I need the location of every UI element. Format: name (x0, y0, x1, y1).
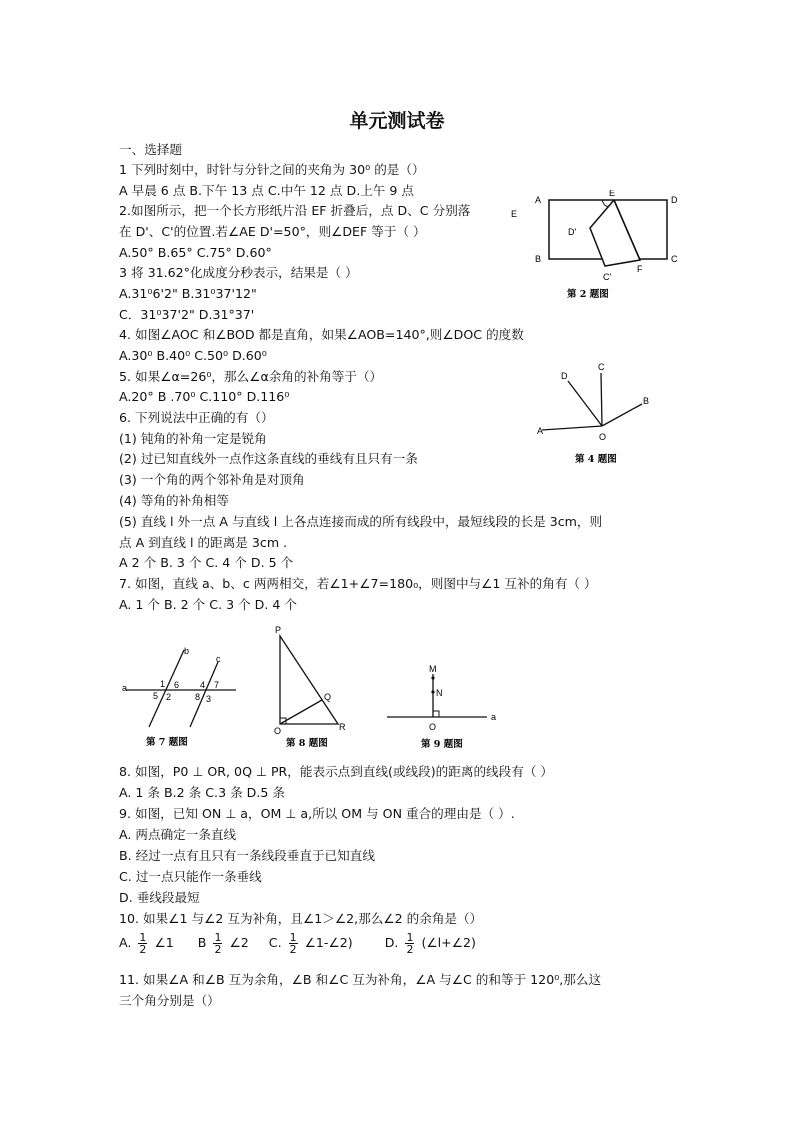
q10-d-text: (∠l+∠2) (421, 935, 476, 950)
question-6-options: A 2 个 B. 3 个 C. 4 个 D. 5 个 (119, 555, 294, 570)
angle-6: 6 (174, 680, 180, 690)
question-10-options (119, 931, 476, 955)
fraction-numerator: 1 (289, 931, 297, 944)
figure-7 (118, 642, 243, 752)
label-c-prime: C' (603, 272, 612, 282)
fraction-denominator: 2 (214, 943, 222, 956)
question-1-options: A 早晨 6 点 B.下午 13 点 C.中午 12 点 D.上午 9 点 (119, 183, 414, 198)
question-5: 5. 如果∠α=26⁰，那么∠α余角的补角等于（） (119, 369, 383, 384)
section-heading: 一、选择题 (119, 142, 182, 157)
label-m: M (429, 664, 437, 674)
fraction-denominator: 2 (289, 943, 297, 956)
q10-b-fraction (213, 932, 222, 955)
figure-7-caption: 第 7 题图 (146, 737, 188, 748)
question-2-options: A.50° B.65° C.75° D.60° (119, 245, 272, 260)
question-4: 4. 如图∠AOC 和∠BOD 都是直角，如果∠AOB=140°,则∠DOC 的度数 (119, 327, 524, 342)
angle-2: 2 (166, 692, 172, 702)
label-o: O (274, 726, 282, 736)
question-9: 9. 如图，已知 ON ⊥ a，OM ⊥ a,所以 OM 与 ON 重合的理由是（ ）. (119, 806, 515, 821)
label-o: O (599, 432, 607, 442)
fraction-denominator: 2 (406, 943, 414, 956)
triangle-por (280, 636, 338, 724)
angle-mark (602, 200, 609, 206)
fraction-denominator: 2 (139, 943, 147, 956)
q10-c-text: ∠1-∠2) (304, 935, 353, 950)
figure-9 (383, 660, 503, 752)
fraction-numerator: 1 (214, 931, 222, 944)
label-a: a (491, 712, 497, 722)
question-11-cont: 三个角分别是（） (119, 993, 220, 1008)
label-f: F (637, 264, 643, 274)
question-2: 2.如图所示，把一个长方形纸片沿 EF 折叠后，点 D、C 分别落 (119, 203, 471, 218)
angle-7: 7 (214, 680, 220, 690)
label-b: B (535, 254, 542, 264)
q10-d-label: D. (384, 935, 399, 950)
label-p: P (275, 625, 282, 635)
label-d: D (671, 195, 678, 205)
ray-ob (602, 404, 642, 426)
ray-od (568, 381, 602, 426)
question-6-item-1: (1) 钝角的补角一定是锐角 (119, 431, 267, 446)
q10-b-label: B (197, 935, 207, 950)
label-e: E (609, 190, 616, 198)
label-c: C (671, 254, 678, 264)
fraction-numerator: 1 (139, 931, 147, 944)
question-4-options: A.30⁰ B.40⁰ C.50⁰ D.60⁰ (119, 348, 267, 363)
label-e-left: E (511, 209, 518, 219)
question-10: 10. 如果∠1 与∠2 互为补角，且∠1＞∠2,那么∠2 的余角是（） (119, 911, 483, 926)
question-9-option-a: A. 两点确定一条直线 (119, 827, 237, 842)
figure-7-diagram (118, 642, 243, 752)
question-9-option-c: C. 过一点只能作一条垂线 (119, 869, 262, 884)
question-2-cont: 在 D'、C'的位置.若∠AE D'=50°，则∠DEF 等于（ ） (119, 224, 426, 239)
q10-b-text: ∠2 (229, 935, 249, 950)
q10-a-fraction (138, 932, 147, 955)
question-7-options: A. 1 个 B. 2 个 C. 3 个 D. 4 个 (119, 597, 297, 612)
question-6-item-5-cont: 点 A 到直线 l 的距离是 3cm . (119, 535, 288, 550)
angle-1: 1 (160, 679, 166, 689)
label-c: c (216, 654, 221, 664)
angle-8: 8 (195, 692, 201, 702)
q10-d-fraction (405, 932, 414, 955)
figure-9-caption: 第 9 题图 (421, 739, 463, 750)
page-title: 单元测试卷 (349, 110, 445, 132)
angle-4: 4 (200, 680, 206, 690)
question-6-item-3: (3) 一个角的两个邻补角是对顶角 (119, 472, 305, 487)
question-1: 1 下列时刻中，时针与分针之间的夹角为 30⁰ 的是（） (119, 162, 425, 177)
q10-a-label: A. (119, 935, 132, 950)
figure-9-diagram (383, 660, 503, 752)
label-d: D (561, 371, 568, 381)
ray-oa (542, 426, 602, 430)
label-a: a (122, 683, 128, 693)
figure-8-diagram (268, 624, 358, 752)
figure-2-caption: 第 2 题图 (567, 289, 609, 300)
q10-c-fraction (289, 932, 298, 955)
folded-part (590, 200, 640, 266)
point-m (431, 676, 434, 679)
question-5-options: A.20° B .70⁰ C.110° D.116⁰ (119, 389, 290, 404)
figure-2 (505, 190, 680, 305)
label-d-prime: D' (568, 227, 577, 237)
label-b: B (643, 396, 650, 406)
question-6: 6. 下列说法中正确的有（） (119, 410, 274, 425)
question-8-options: A. 1 条 B.2 条 C.3 条 D.5 条 (119, 785, 285, 800)
figure-4-diagram (530, 358, 660, 470)
label-r: R (339, 722, 346, 732)
label-b: b (184, 646, 190, 656)
angle-5: 5 (153, 691, 159, 701)
q10-c-label: C. (268, 935, 282, 950)
point-n (431, 690, 434, 693)
question-7: 7. 如图，直线 a、b、c 两两相交，若∠1+∠7=180₀，则图中与∠1 互补的角有（ ） (119, 576, 597, 591)
figure-2-diagram (505, 190, 680, 305)
right-angle-mark (433, 711, 439, 717)
label-o: O (429, 722, 437, 732)
fraction-numerator: 1 (406, 931, 414, 944)
ray-oc (601, 373, 602, 426)
question-6-item-5: (5) 直线 l 外一点 A 与直线 l 上各点连接而成的所有线段中，最短线段的长是 3cm，则 (119, 514, 603, 529)
question-6-item-4: (4) 等角的补角相等 (119, 493, 229, 508)
question-6-item-2: (2) 过已知直线外一点作这条直线的垂线有且只有一条 (119, 451, 418, 466)
question-11: 11. 如果∠A 和∠B 互为余角，∠B 和∠C 互为补角，∠A 与∠C 的和等于 120⁰,那么这 (119, 972, 602, 987)
question-3-options-ab: A.31⁰6'2" B.31⁰37'12" (119, 286, 257, 301)
question-9-option-d: D. 垂线段最短 (119, 890, 200, 905)
figure-4 (530, 358, 660, 470)
q10-a-text: ∠1 (154, 935, 174, 950)
question-9-option-b: B. 经过一点有且只有一条线段垂直于已知直线 (119, 848, 375, 863)
label-c: C (598, 362, 605, 372)
question-3-options-cd: C．31⁰37'2" D.31°37' (119, 307, 255, 322)
question-8: 8. 如图，P0 ⊥ OR, 0Q ⊥ PR，能表示点到直线(或线段)的距离的线段有（ ） (119, 764, 554, 779)
figure-8 (268, 624, 358, 752)
question-3: 3 将 31.62°化成度分秒表示，结果是（ ） (119, 265, 358, 280)
label-n: N (436, 688, 443, 698)
figure-8-caption: 第 8 题图 (286, 738, 328, 749)
label-a: A (537, 426, 544, 436)
label-q: Q (324, 692, 332, 702)
label-a: A (535, 195, 542, 205)
figure-4-caption: 第 4 题图 (575, 454, 617, 465)
angle-3: 3 (206, 694, 212, 704)
